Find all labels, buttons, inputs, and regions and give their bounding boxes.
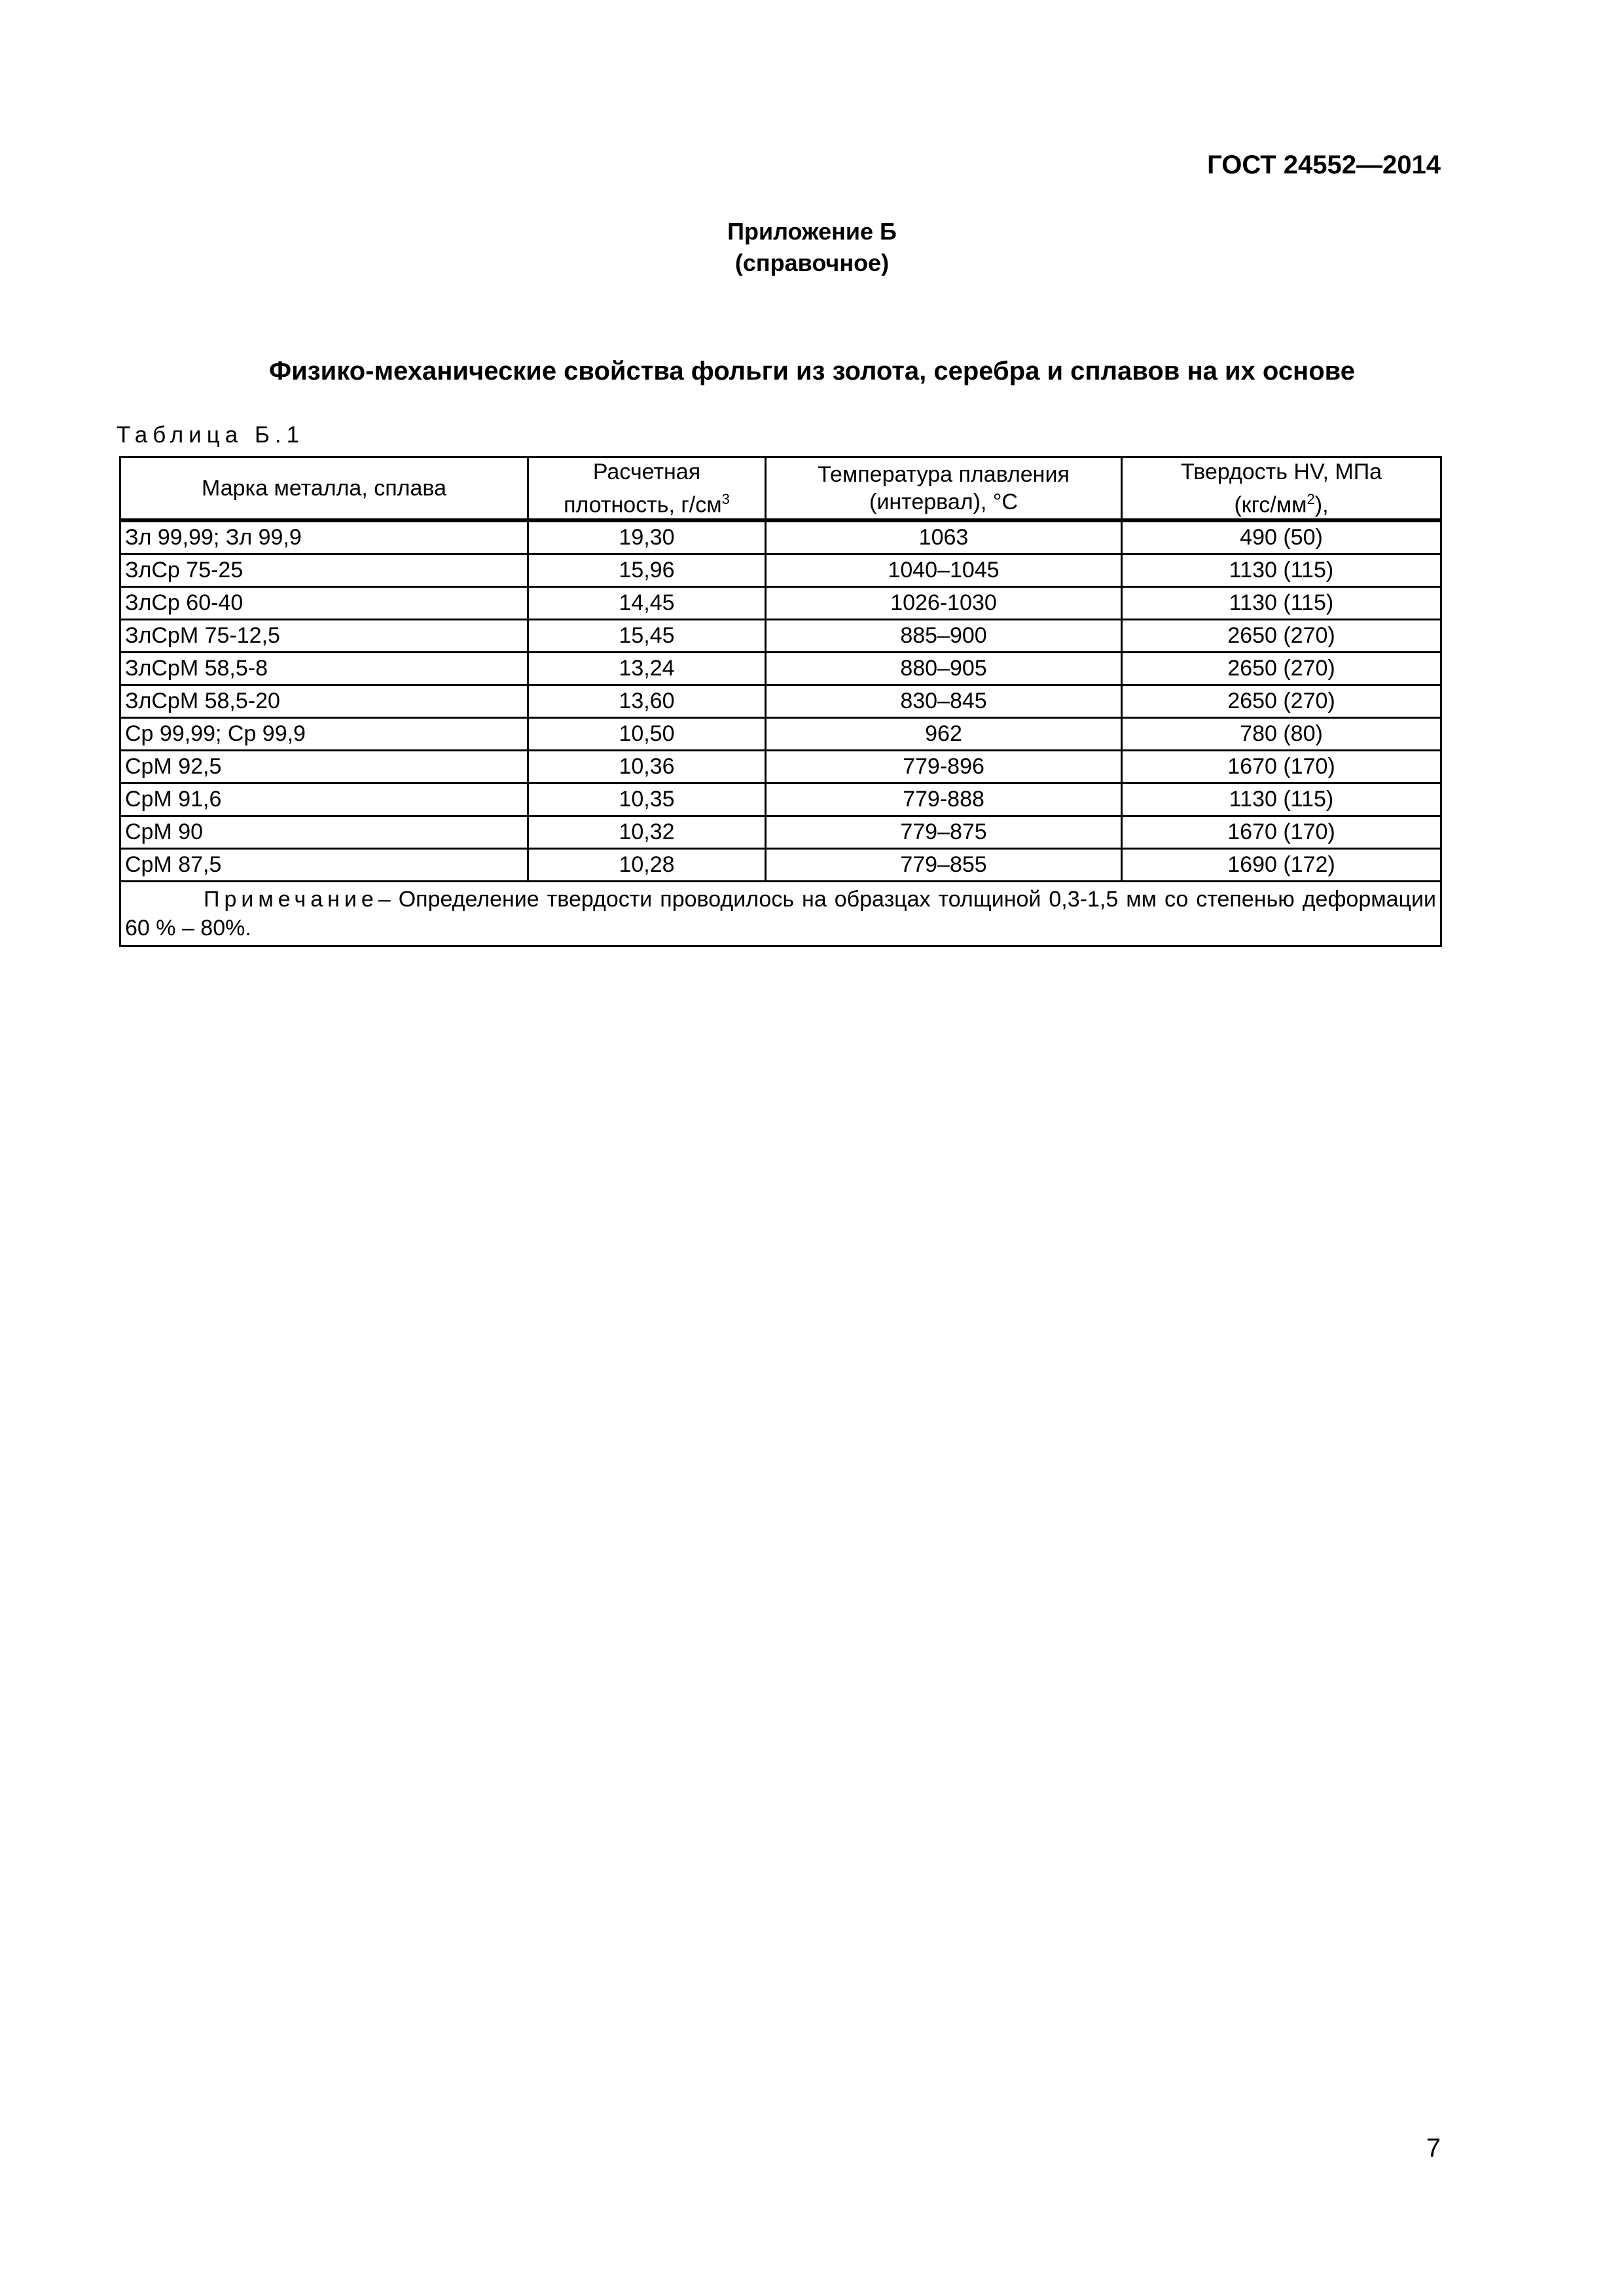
table-row [120,816,1441,849]
header-hardness-line2-end: ), [1314,492,1329,518]
cell-melting: 885–900 [766,620,1122,653]
note-text: – Определение твердости проводилось на образцах толщиной 0,3-1,5 мм со степенью деформации 60 % – 80%. [125,887,1436,941]
cell-density: 15,96 [528,554,766,587]
cell-grade: ЗлСрМ 58,5-20 [120,685,528,718]
header-density-sup: 3 [721,491,730,507]
table-row [120,751,1441,783]
header-melting-line2: (интервал), °С [869,490,1018,515]
cell-melting: 779-896 [766,751,1122,783]
table-row [120,685,1441,718]
cell-hardness: 490 (50) [1122,520,1441,554]
cell-melting: 1063 [766,520,1122,554]
header-grade [120,457,528,521]
cell-density: 10,35 [528,783,766,816]
cell-hardness: 1690 (172) [1122,849,1441,882]
cell-melting: 779–855 [766,849,1122,882]
page-number: 7 [1426,2134,1441,2162]
document-title: Физико-механические свойства фольги из золота, серебра и сплавов на их основе [269,357,1355,386]
cell-grade: Зл 99,99; Зл 99,9 [120,520,528,554]
cell-grade: Ср 99,99; Ср 99,9 [120,718,528,751]
header-melting [766,457,1122,521]
cell-hardness: 1130 (115) [1122,783,1441,816]
cell-hardness: 2650 (270) [1122,620,1441,653]
table-header-row [120,457,1441,521]
cell-hardness: 780 (80) [1122,718,1441,751]
cell-density: 19,30 [528,520,766,554]
header-grade-label: Марка металла, сплава [202,476,446,501]
table-caption: Таблица Б.1 [117,422,305,448]
cell-grade: ЗлСрМ 75-12,5 [120,620,528,653]
cell-hardness: 2650 (270) [1122,685,1441,718]
table-row [120,783,1441,816]
cell-melting: 880–905 [766,653,1122,685]
table-row [120,849,1441,882]
table-row [120,554,1441,587]
cell-density: 10,50 [528,718,766,751]
cell-hardness: 2650 (270) [1122,653,1441,685]
appendix-subtitle: (справочное) [734,249,890,276]
header-hardness [1122,457,1441,521]
cell-grade: СрМ 87,5 [120,849,528,882]
table-row [120,520,1441,554]
cell-grade: ЗлСр 60-40 [120,587,528,620]
cell-grade: СрМ 92,5 [120,751,528,783]
appendix-heading [0,216,1624,279]
cell-melting: 830–845 [766,685,1122,718]
gost-designation: ГОСТ 24552—2014 [1207,151,1441,179]
cell-density: 10,32 [528,816,766,849]
header-hardness-sup: 2 [1307,491,1315,507]
cell-hardness: 1130 (115) [1122,587,1441,620]
cell-density: 14,45 [528,587,766,620]
cell-hardness: 1130 (115) [1122,554,1441,587]
table-note [120,882,1441,946]
header-density-line1: Расчетная [592,459,701,484]
note-label: Примечание [204,887,378,912]
table-row [120,587,1441,620]
appendix-title: Приложение Б [727,218,897,245]
header-hardness-line2: (кгс/мм [1234,492,1307,518]
header-hardness-line1: Твердость HV, МПа [1180,459,1382,484]
table-row [120,653,1441,685]
cell-density: 13,60 [528,685,766,718]
table-note-row [120,882,1441,946]
table-row [120,620,1441,653]
cell-density: 13,24 [528,653,766,685]
cell-grade: ЗлСрМ 58,5-8 [120,653,528,685]
header-melting-line1: Температура плавления [818,462,1070,488]
cell-grade: СрМ 91,6 [120,783,528,816]
cell-grade: СрМ 90 [120,816,528,849]
properties-table [119,456,1442,947]
cell-hardness: 1670 (170) [1122,751,1441,783]
cell-melting: 1040–1045 [766,554,1122,587]
header-density [528,457,766,521]
header-density-line2: плотность, г/см [564,492,722,518]
cell-melting: 779–875 [766,816,1122,849]
cell-melting: 779-888 [766,783,1122,816]
cell-grade: ЗлСр 75-25 [120,554,528,587]
cell-density: 15,45 [528,620,766,653]
cell-density: 10,36 [528,751,766,783]
cell-melting: 1026-1030 [766,587,1122,620]
cell-hardness: 1670 (170) [1122,816,1441,849]
cell-density: 10,28 [528,849,766,882]
table-row [120,718,1441,751]
cell-melting: 962 [766,718,1122,751]
